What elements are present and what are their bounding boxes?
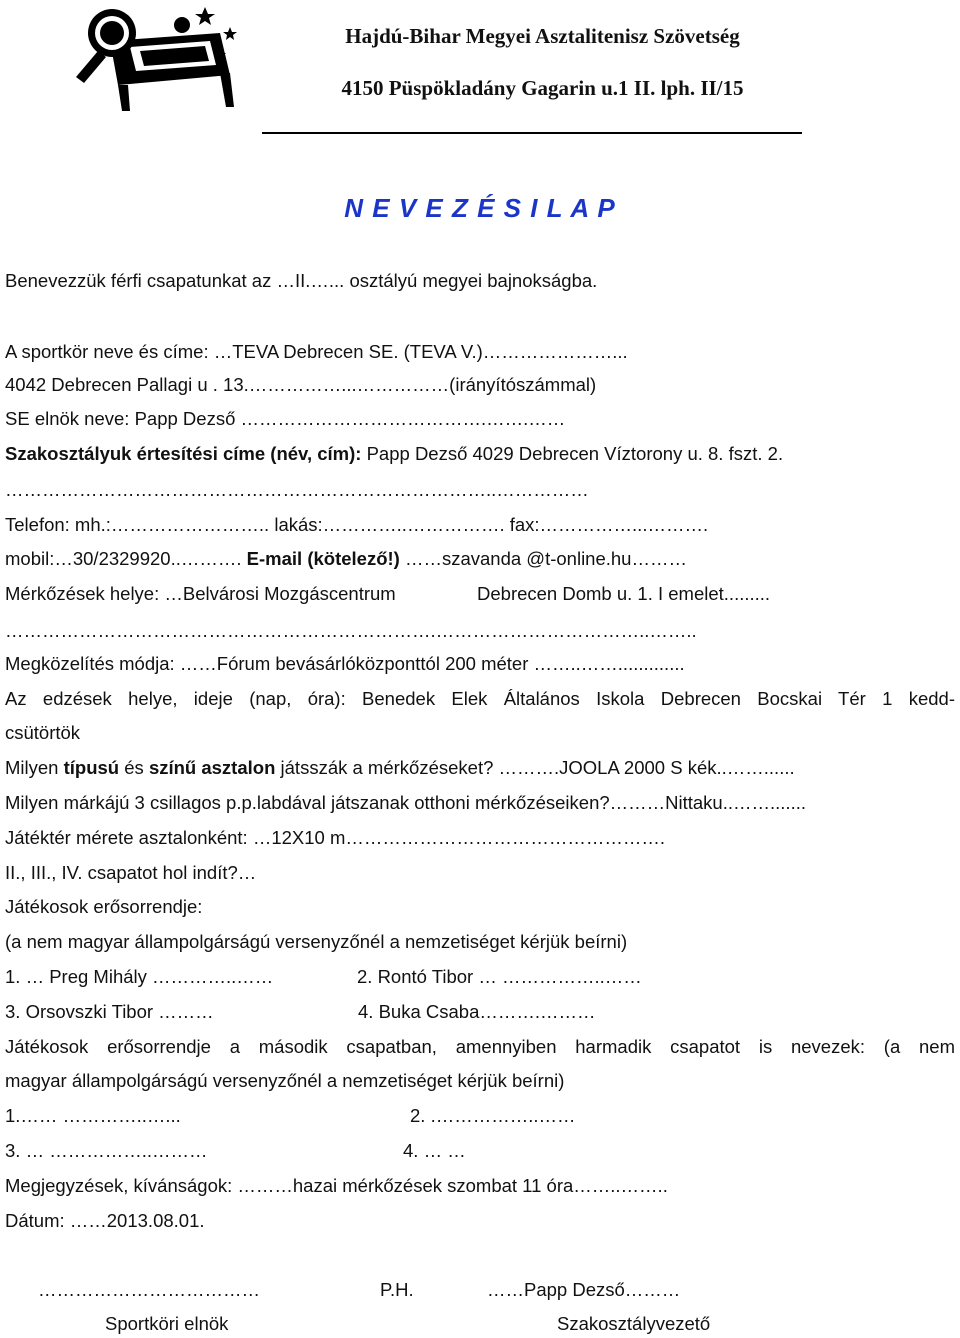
line-nomination: Benevezzük férfi csapatunkat az …II.…... osztályú megyei bajnokságba. xyxy=(5,270,598,291)
line-ball-brand: Milyen márkájú 3 csillagos p.p.labdával játszanak otthoni mérkőzéseiken?………Nittaku..……....... xyxy=(5,792,806,813)
mobile-value: mobil:…30/2329920..………. xyxy=(5,548,247,569)
second-player-4: 4. … … xyxy=(403,1140,466,1161)
email-label: E-mail (kötelező!) xyxy=(246,548,400,569)
notification-value: Papp Dezső 4029 Debrecen Víztorony u. 8. fszt. 2. xyxy=(361,443,784,464)
line-date: Dátum: ……2013.08.01. xyxy=(5,1210,205,1231)
line-dots-2: …………………………………………………………….……………………………..…….. xyxy=(5,620,697,641)
line-club-name: A sportkör neve és címe: …TEVA Debrecen SE. (TEVA V.)…………………... xyxy=(5,341,628,362)
line-second-team-1: Játékosok erősorrendje a második csapatban, amennyiben harmadik csapatot is nevezek: (a nem xyxy=(5,1036,955,1057)
line-remarks: Megjegyzések, kívánságok: ………hazai mérkőzések szombat 11 óra……..…….. xyxy=(5,1175,668,1196)
line-other-teams: II., III., IV. csapatot hol indít?… xyxy=(5,862,257,883)
role-club-president: Sportköri elnök xyxy=(105,1313,229,1334)
line-court-size: Játéktér mérete asztalonként: …12X10 m……………………………………………. xyxy=(5,827,666,848)
second-player-2: 2. .……………..…… xyxy=(410,1105,576,1126)
line-president: SE elnök neve: Papp Dezső ………………………………….…….…… xyxy=(5,408,566,429)
signature-name: ……Papp Dezső……… xyxy=(487,1279,681,1300)
line-training-2: csütörtök xyxy=(5,722,81,743)
line-phone: Telefon: mh.:…………………….. lakás:…………..……………. fax:……………...………. xyxy=(5,514,709,535)
second-player-1: 1.…… …………..…... xyxy=(5,1105,181,1126)
player-2: 2. Rontó Tibor … ……………..…… xyxy=(357,966,642,987)
line-nationality-note: (a nem magyar állampolgárságú versenyzőnél a nemzetiséget kérjük beírni) xyxy=(5,931,628,952)
line-second-team-2: magyar állampolgárságú versenyzőnél a nemzetiséget kérjük beírni) xyxy=(5,1070,565,1091)
table-q-part1: Milyen xyxy=(5,757,64,778)
line-approach: Megközelítés módja: ……Fórum bevásárlóközponttól 200 méter ……..……............. xyxy=(5,653,685,674)
email-value: ……szavanda @t-online.hu……… xyxy=(399,548,687,569)
table-q-type: típusú xyxy=(63,757,120,778)
line-notification-address xyxy=(5,443,783,465)
line-dots-1: ……………………………………………………………………..…………… xyxy=(5,479,589,500)
player-3: 3. Orsovszki Tibor ……… xyxy=(5,1001,214,1022)
line-players-order: Játékosok erősorrendje: xyxy=(5,896,203,917)
line-club-address: 4042 Debrecen Pallagi u . 13.……………...……………(irányítószámmal) xyxy=(5,374,597,395)
federation-logo xyxy=(70,3,245,115)
venue-address: Debrecen Domb u. 1. I emelet......... xyxy=(477,583,771,604)
line-training-1: Az edzések helye, ideje (nap, óra): Benedek Elek Általános Iskola Debrecen Bocskai Tér 1 kedd- xyxy=(5,688,955,709)
table-q-color: színű asztalon xyxy=(148,757,276,778)
role-section-leader: Szakosztályvezető xyxy=(557,1313,711,1334)
form-title: N E V E Z É S I L A P xyxy=(344,193,616,223)
line-table-type xyxy=(5,757,795,779)
player-1: 1. … Preg Mihály …………..…… xyxy=(5,966,274,987)
header-divider xyxy=(262,132,802,134)
notification-label: Szakosztályuk értesítési címe (név, cím): xyxy=(5,443,362,464)
table-q-part2: és xyxy=(119,757,149,778)
signature-dots: ……………………………… xyxy=(38,1279,260,1300)
org-address: 4150 Püspökladány Gagarin u.1 II. lph. II/15 xyxy=(341,76,744,100)
second-player-3: 3. … ……………..……… xyxy=(5,1140,208,1161)
org-name: Hajdú-Bihar Megyei Asztalitenisz Szövetség xyxy=(345,24,740,48)
player-4: 4. Buka Csaba……….……… xyxy=(358,1001,596,1022)
stamp-label: P.H. xyxy=(380,1279,414,1300)
table-q-answer: játsszák a mérkőzéseket? ……….JOOLA 2000 S kék..……...... xyxy=(275,757,795,778)
line-venue: Mérkőzések helye: …Belvárosi Mozgáscentrum xyxy=(5,583,396,604)
line-mobile-email xyxy=(5,548,687,570)
